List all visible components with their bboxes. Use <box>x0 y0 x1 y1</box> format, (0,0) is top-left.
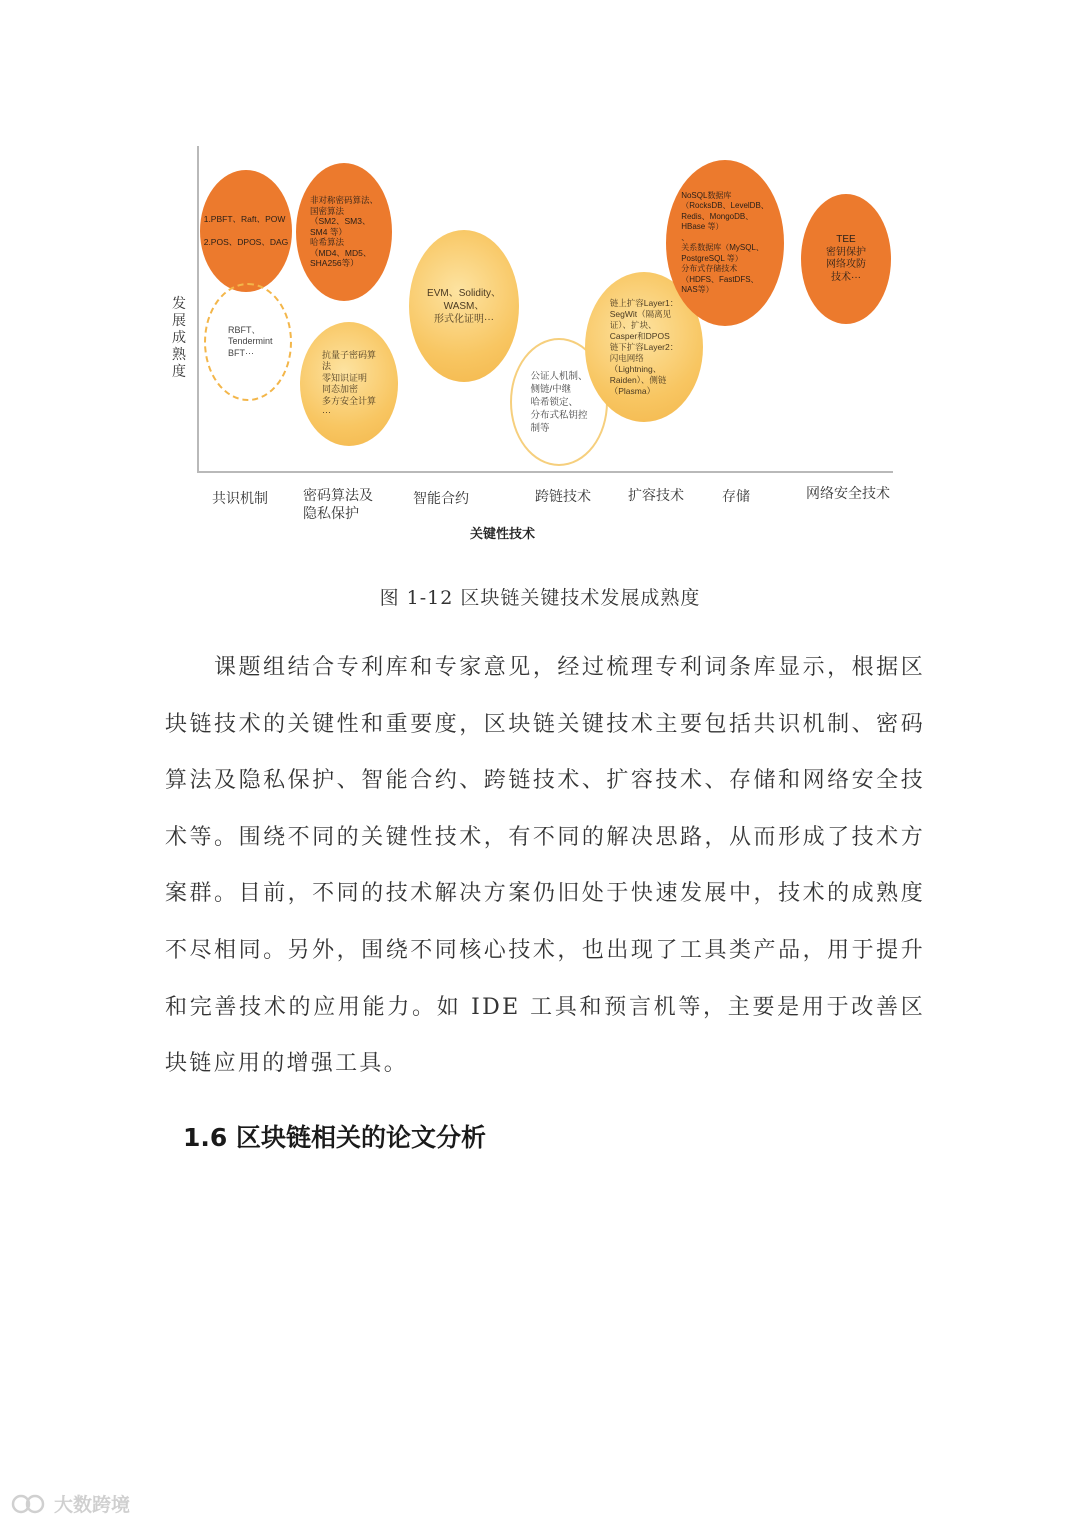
bubble-text: RBFT、 Tendermint BFT··· <box>228 324 273 358</box>
bubble-smart-contract <box>409 230 519 382</box>
bubble-crypto-privacy <box>300 322 398 446</box>
bubble-text: TEE 密钥保护 网络攻防 技术··· <box>826 234 866 283</box>
bubble-consensus-pbft <box>200 170 292 292</box>
category-label: 跨链技术 <box>535 489 591 505</box>
bubble-crypto-algorithms <box>296 163 392 301</box>
bubble-text: 1.PBFT、Raft、POW 2.POS、DPOS、DAG <box>203 213 289 247</box>
watermark-logo-icon <box>10 1493 48 1515</box>
body-paragraph: 课题组结合专利库和专家意见，经过梳理专利词条库显示，根据区块链技术的关键性和重要度，区块链关键技术主要包括共识机制、密码算法及隐私保护、智能合约、跨链技术、扩容技术、存储和网络安全技术等。围绕不同的关键性技术，有不同的解决思路，从而形成了技术方案群。目前，不同的技术解决方案仍旧处于快速发展中，技术的成熟度不尽相同。另外，围绕不同核心技术，也出现了工具类产品，用于提升和完善技术的应用能力。如 IDE 工具和预言机等，主要是用于改善区块链应用的增强工具。 <box>165 655 925 1077</box>
bubble-storage <box>666 160 784 326</box>
category-label: 智能合约 <box>413 491 469 507</box>
bubble-text: 公证人机制、 侧链/中继 哈希锁定、 分布式私钥控 制等 <box>530 370 588 434</box>
category-label: 密码算法及 隐私保护 <box>303 488 373 522</box>
bubble-text: 非对称密码算法、 国密算法 （SM2、SM3、 SM4 等） 哈希算法 （MD4、MD5、 SHA256等） <box>309 195 378 269</box>
y-axis-label: 发展成熟度 <box>172 296 186 380</box>
bubble-text: 链上扩容Layer1： SegWit（隔离见 证）、扩块、 Casper和DPOS 链下扩容Layer2： 闪电网络 （Lightning、 Raiden）、侧链 （Plasma） <box>609 297 679 396</box>
category-label: 网络安全技术 <box>806 486 890 502</box>
category-label: 扩容技术 <box>628 488 684 504</box>
bubble-text: 抗量子密码算 法 零知识证明 同态加密 多方安全计算 ··· <box>321 349 376 417</box>
x-axis-title: 关键性技术 <box>470 527 536 542</box>
figure-caption: 图 1-12 区块链关键技术发展成熟度 <box>379 587 701 609</box>
y-axis <box>197 146 199 473</box>
category-label: 存储 <box>722 489 750 505</box>
bubble-consensus-rbft <box>204 283 292 401</box>
watermark <box>10 1490 130 1517</box>
maturity-figure <box>0 0 1080 560</box>
category-label: 共识机制 <box>212 491 268 507</box>
bubble-text: EVM、Solidity、 WASM、 形式化证明··· <box>427 287 501 325</box>
x-axis <box>197 471 893 473</box>
bubble-text: NoSQL数据库 （RocksDB、LevelDB、 Redis、MongoDB、 HBase 等） 、 关系数据库（MySQL、 PostgreSQL 等） 分布式存储技术 （HDFS、FastDFS、 NAS等） <box>681 190 769 294</box>
watermark-text: 大数跨境 <box>54 1494 131 1516</box>
bubble-network-security <box>801 194 891 324</box>
section-heading: 1.6 区块链相关的论文分析 <box>183 1123 486 1152</box>
